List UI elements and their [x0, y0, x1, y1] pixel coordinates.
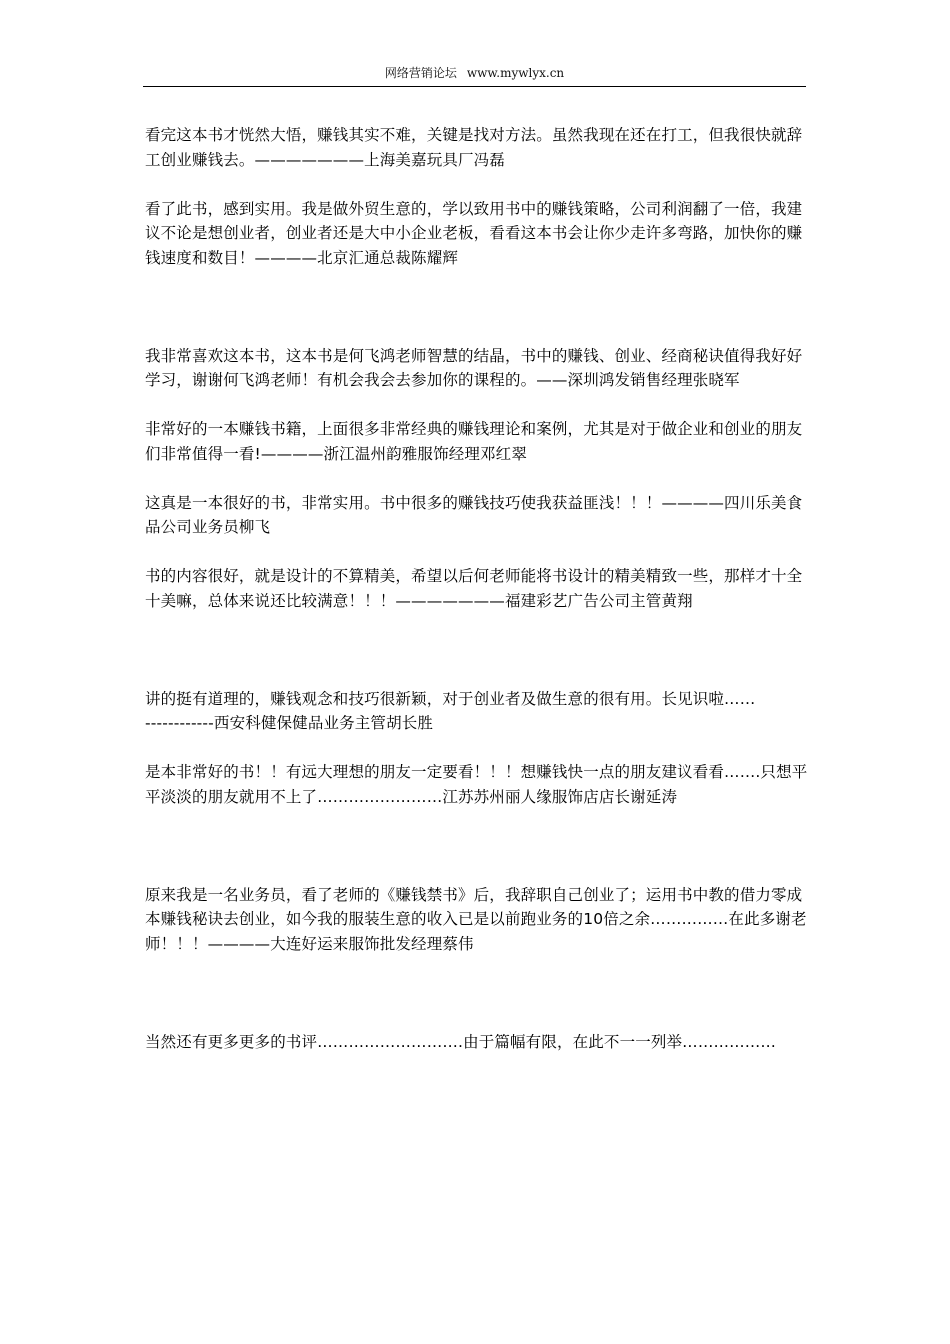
review-attribution: ------------西安科健保健品业务主管胡长胜	[145, 714, 434, 732]
review-paragraph: 看了此书，感到实用。我是做外贸生意的，学以致用书中的赚钱策略，公司利润翻了一倍，我建议不论是想创业者，创业者还是大中小企业老板，看看这本书会让你少走许多弯路，加快你的赚钱速度和数目！————北京汇通总裁陈耀辉	[145, 199, 803, 267]
review-paragraph: 书的内容很好，就是设计的不算精美，希望以后何老师能将书设计的精美精致一些，那样才十全十美嘛，总体来说还比较满意！！！———————福建彩艺广告公司主管黄翔	[145, 567, 803, 610]
review-paragraph: 这真是一本很好的书，非常实用。书中很多的赚钱技巧使我获益匪浅！！！————四川乐美食品公司业务员柳飞	[145, 493, 803, 536]
review-paragraph: 讲的挺有道理的，赚钱观念和技巧很新颖，对于创业者及做生意的很有用。长见识啦……	[145, 689, 756, 708]
review-paragraph: 看完这本书才恍然大悟，赚钱其实不难，关键是找对方法。虽然我现在还在打工，但我很快就辞工创业赚钱去。———————上海美嘉玩具厂冯磊	[145, 126, 803, 169]
header-site-name: 网络营销论坛	[384, 66, 457, 80]
review-paragraph: 我非常喜欢这本书，这本书是何飞鸿老师智慧的结晶，书中的赚钱、创业、经商秘诀值得我好好学习，谢谢何飞鸿老师！有机会我会去参加你的课程的。——深圳鸿发销售经理张晓军	[145, 346, 803, 389]
document-body	[145, 123, 809, 1054]
review-paragraph: 原来我是一名业务员，看了老师的《赚钱禁书》后，我辞职自己创业了；运用书中教的借力零成本赚钱秘诀去创业，如今我的服装生意的收入已是以前跑业务的10倍之余……………在此多谢老师！！！————大连好运来服饰批发经理蔡伟	[145, 885, 807, 953]
review-paragraph: 非常好的一本赚钱书籍，上面很多非常经典的赚钱理论和案例，尤其是对于做企业和创业的朋友们非常值得一看!————浙江温州韵雅服饰经理邓红翠	[145, 420, 803, 463]
page-header	[143, 64, 806, 87]
review-paragraph: 是本非常好的书！！有远大理想的朋友一定要看！！！想赚钱快一点的朋友建议看看…….只想平平淡淡的朋友就用不上了……………………江苏苏州丽人缘服饰店店长谢延涛	[145, 763, 808, 806]
closing-paragraph: 当然还有更多更多的书评……………………….由于篇幅有限，在此不一一列举………………	[145, 1032, 777, 1051]
header-site-url: www.mywlyx.cn	[466, 66, 565, 80]
